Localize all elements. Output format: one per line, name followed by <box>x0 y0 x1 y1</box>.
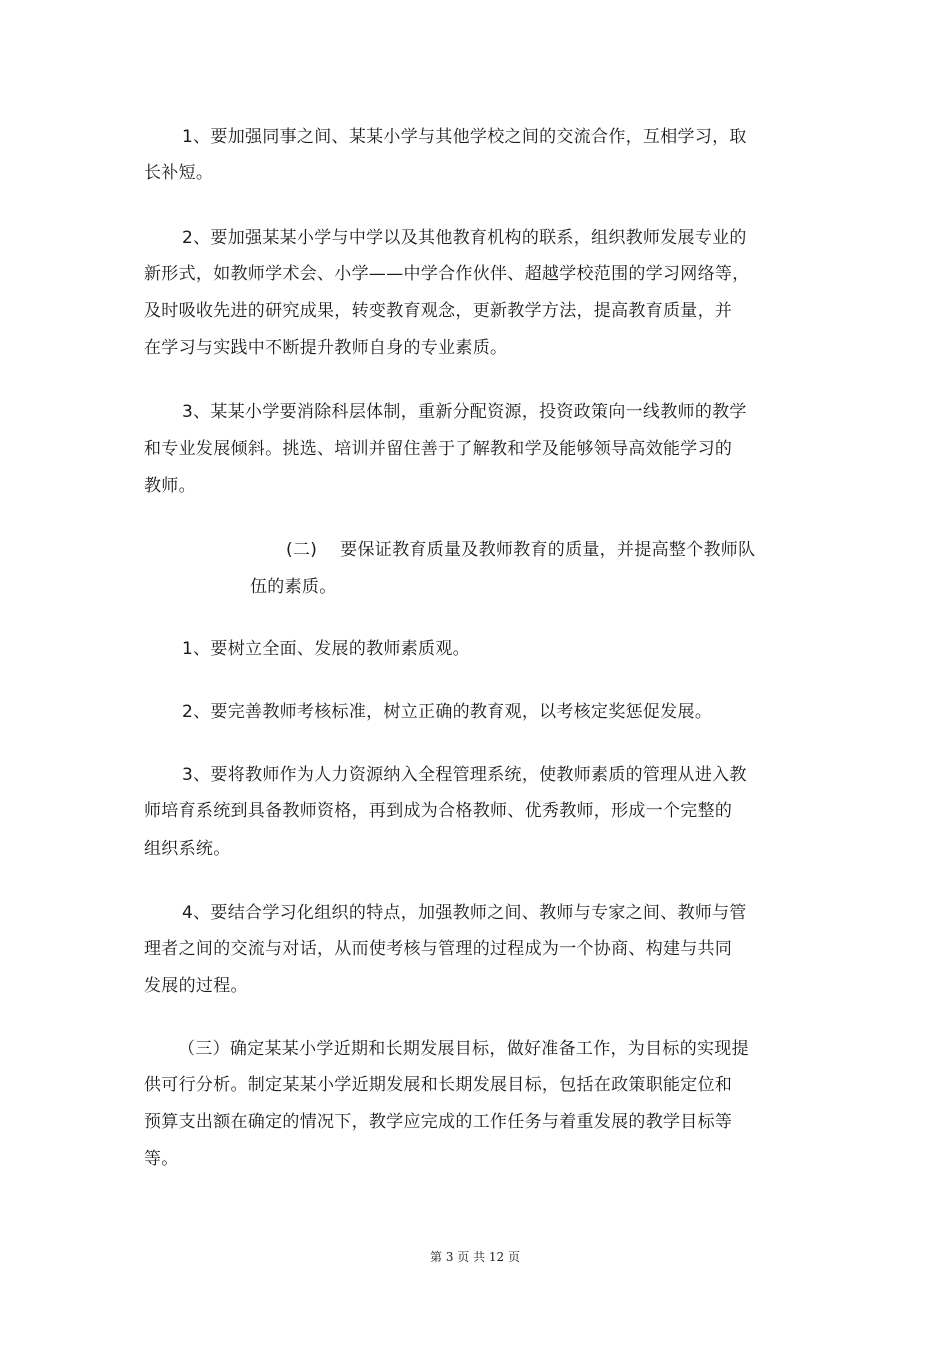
section-2-item-3-line-2: 师培育系统到具备教师资格，再到成为合格教师、优秀教师，形成一个完整的 <box>144 801 733 821</box>
section-3-line-3: 预算支出额在确定的情况下，教学应完成的工作任务与着重发展的教学目标等 <box>144 1112 733 1132</box>
section-2-item-3-line-3: 组织系统。 <box>144 839 231 859</box>
paragraph-1-line-2: 长补短。 <box>144 163 214 183</box>
section-2-item-2: 2、要完善教师考核标准，树立正确的教育观，以考核定奖惩促发展。 <box>182 702 713 722</box>
section-2-heading-line-2: 伍的素质。 <box>250 577 337 597</box>
paragraph-2-line-4: 在学习与实践中不断提升教师自身的专业素质。 <box>144 338 508 358</box>
section-3-line-1: （三）确定某某小学近期和长期发展目标，做好准备工作，为目标的实现提 <box>178 1039 749 1059</box>
paragraph-2-line-1: 2、要加强某某小学与中学以及其他教育机构的联系，组织教师发展专业的 <box>182 228 747 248</box>
section-2-item-1: 1、要树立全面、发展的教师素质观。 <box>182 639 470 659</box>
paragraph-2-line-3: 及时吸收先进的研究成果，转变教育观念，更新教学方法，提高教育质量，并 <box>144 301 733 321</box>
paragraph-3-line-1: 3、某某小学要消除科层体制，重新分配资源，投资政策向一线教师的教学 <box>182 402 747 422</box>
section-3-line-4: 等。 <box>144 1149 179 1169</box>
section-2-item-4-line-1: 4、要结合学习化组织的特点，加强教师之间、教师与专家之间、教师与管 <box>182 903 747 923</box>
paragraph-2-line-2: 新形式，如教师学术会、小学——中学合作伙伴、超越学校范围的学习网络等， <box>144 264 750 284</box>
section-3-line-2: 供可行分析。制定某某小学近期发展和长期发展目标，包括在政策职能定位和 <box>144 1075 733 1095</box>
section-2-item-3-line-1: 3、要将教师作为人力资源纳入全程管理系统，使教师素质的管理从进入教 <box>182 765 747 785</box>
section-2-heading-line-1: (二) 要保证教育质量及教师教育的质量，并提高整个教师队 <box>286 540 756 560</box>
paragraph-1-line-1: 1、要加强同事之间、某某小学与其他学校之间的交流合作，互相学习，取 <box>182 127 747 147</box>
page-number-footer: 第 3 页 共 12 页 <box>430 1250 520 1264</box>
section-2-item-4-line-3: 发展的过程。 <box>144 976 248 996</box>
section-2-item-4-line-2: 理者之间的交流与对话，从而使考核与管理的过程成为一个协商、构建与共同 <box>144 939 733 959</box>
paragraph-3-line-3: 教师。 <box>144 476 196 496</box>
paragraph-3-line-2: 和专业发展倾斜。挑选、培训并留住善于了解教和学及能够领导高效能学习的 <box>144 439 733 459</box>
